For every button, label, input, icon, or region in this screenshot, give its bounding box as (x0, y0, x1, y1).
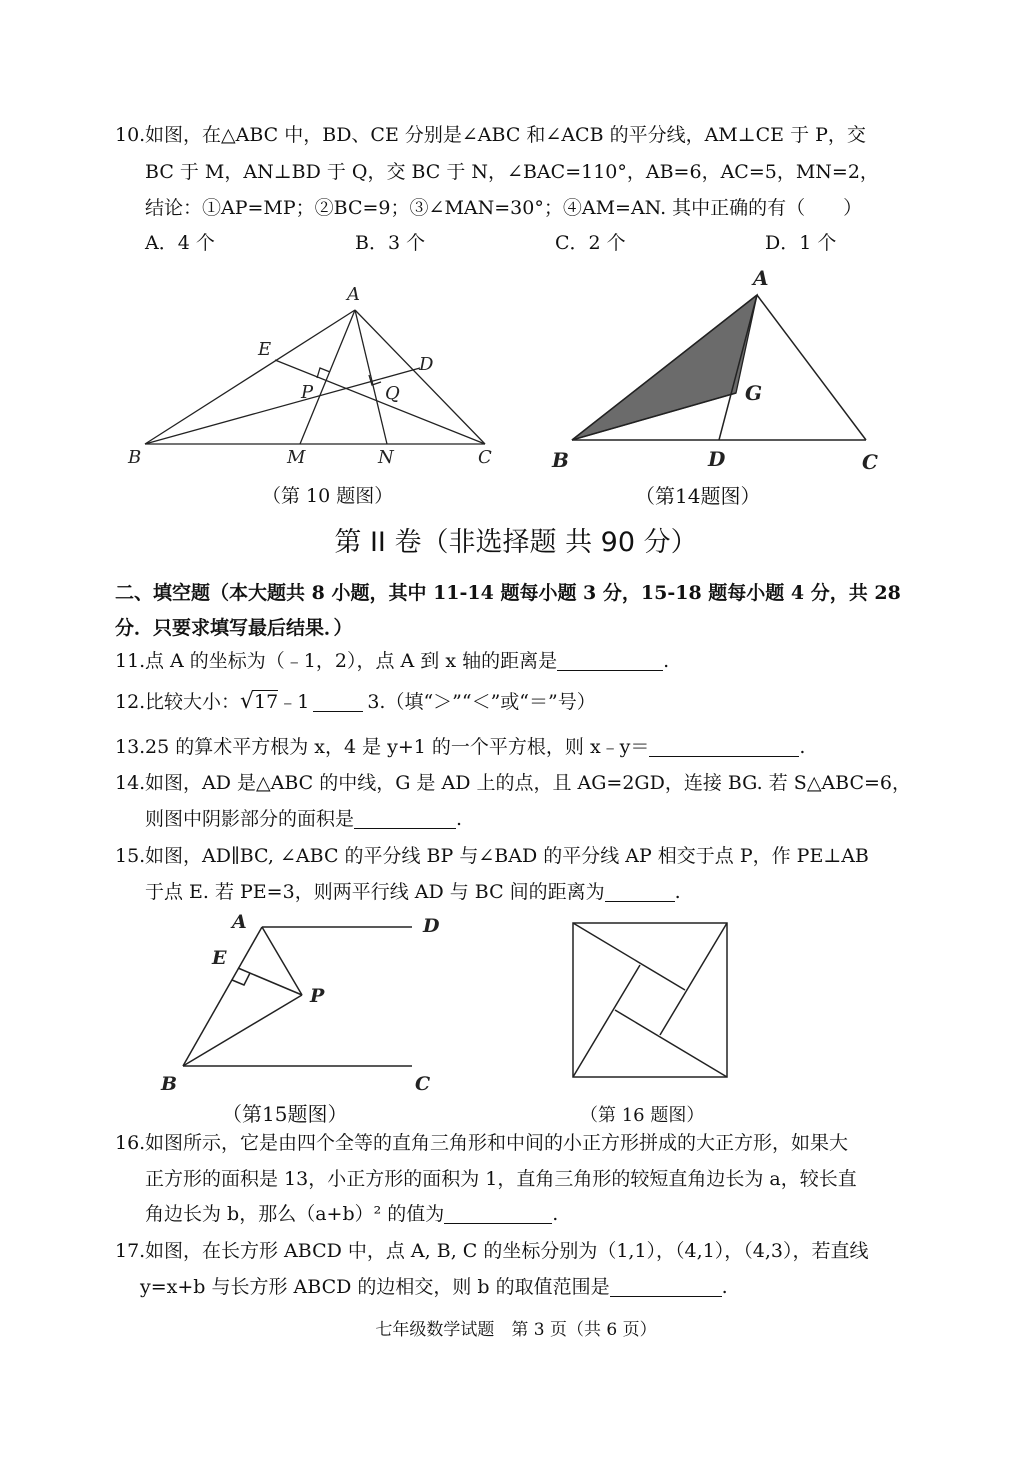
q13-end: . (799, 736, 806, 758)
q16-end: . (552, 1203, 559, 1225)
q17-number: 17. (115, 1240, 146, 1262)
fig15-label-e: E (212, 947, 227, 969)
fig14-caption: （第14题图） (635, 484, 761, 508)
q10-line2: BC 于 M，AN⊥BD 于 Q，交 BC 于 N，∠BAC=110°，AB=6，AC=5，MN=2， (145, 161, 879, 183)
q11-text: 点 A 的坐标为（﹣1，2），点 A 到 x 轴的距离是 (145, 650, 558, 672)
q14-answer-blank (354, 808, 456, 829)
section-title: 第 II 卷（非选择题 共 90 分） (334, 527, 698, 558)
fig15-label-p: P (310, 985, 325, 1007)
q10-line3: 结论：①AP=MP；②BC=9；③∠MAN=30°；④AM=AN. 其中正确的有（ ） (145, 197, 863, 219)
q11-line (145, 648, 669, 674)
fig10-label-n: N (378, 447, 394, 468)
q10-option-d: D．1 个 (765, 232, 837, 254)
q13-text: 25 的算术平方根为 x，4 是 y+1 的一个平方根，则 x﹣y＝ (145, 736, 650, 758)
fig14-label-d: D (708, 447, 726, 471)
q10-number: 10. (115, 124, 146, 146)
fig16-caption: （第 16 题图） (580, 1105, 705, 1126)
q11-end: . (663, 650, 670, 672)
figure-14 (545, 262, 890, 477)
q13-answer-blank (649, 736, 799, 757)
q16-answer-blank (444, 1203, 552, 1224)
q15-answer-blank (605, 881, 675, 902)
fig15-label-d: D (423, 915, 440, 937)
section2-heading-line1: 二、填空题（本大题共 8 小题，其中 11-14 题每小题 3 分，15-18 题每小题 4 分，共 28 (115, 582, 901, 604)
figure-16 (568, 918, 733, 1083)
q15-text: 于点 E. 若 PE=3，则两平行线 AD 与 BC 间的距离为 (145, 881, 605, 903)
figure-10 (120, 280, 520, 475)
q10-option-a: A．4 个 (145, 232, 215, 254)
fig10-label-q: Q (385, 383, 400, 404)
q17-end: . (721, 1276, 728, 1298)
q11-answer-blank (557, 650, 663, 671)
q15-line1: 如图，AD∥BC, ∠ABC 的平分线 BP 与∠BAD 的平分线 AP 相交于点 P，作 PE⊥AB (145, 845, 869, 867)
q14-line2 (145, 806, 462, 832)
q12-radicand: 17 (254, 691, 279, 713)
q17-text: y=x+b 与长方形 ABCD 的边相交，则 b 的取值范围是 (140, 1276, 610, 1298)
q16-text: 角边长为 b，那么（a+b）² 的值为 (145, 1203, 445, 1225)
fig10-label-a: A (347, 284, 360, 305)
q15-end: . (674, 881, 681, 903)
page-footer: 七年级数学试题 第 3 页（共 6 页） (375, 1320, 657, 1340)
fig10-label-b: B (128, 447, 142, 468)
q17-answer-blank (610, 1276, 722, 1297)
fig10-label-c: C (478, 447, 492, 468)
q16-line3 (145, 1201, 558, 1227)
q10-option-b: B．3 个 (355, 232, 426, 254)
fig15-label-b: B (161, 1073, 178, 1095)
q12-post: 3.（填“＞”“＜”或“＝”号） (367, 691, 596, 713)
q15-line2 (145, 879, 681, 905)
q17-line2 (140, 1274, 728, 1300)
q13-number: 13. (115, 736, 146, 758)
sqrt-sign-icon: √ (240, 689, 255, 714)
fig14-label-a: A (753, 266, 769, 290)
q16-line2: 正方形的面积是 13，小正方形的面积为 1，直角三角形的较短直角边长为 a，较长直 (145, 1168, 857, 1190)
q14-number: 14. (115, 772, 146, 794)
q12-answer-blank (313, 691, 363, 712)
q12-pre: 比较大小： (145, 691, 241, 713)
q10-option-c: C．2 个 (555, 232, 626, 254)
fig15-caption: （第15题图） (222, 1102, 348, 1126)
q14-end: . (456, 808, 463, 830)
q11-number: 11. (115, 650, 146, 672)
q15-number: 15. (115, 845, 146, 867)
fig10-label-e: E (258, 339, 272, 360)
fig15-label-a: A (232, 911, 247, 933)
fig14-label-b: B (552, 448, 569, 472)
q12-number: 12. (115, 691, 146, 713)
q14-line1: 如图，AD 是△ABC 的中线，G 是 AD 上的点，且 AG=2GD，连接 BG. 若 S△ABC=6， (145, 772, 912, 794)
fig14-label-c: C (862, 450, 878, 474)
q16-line1: 如图所示，它是由四个全等的直角三角形和中间的小正方形拼成的大正方形，如果大 (145, 1132, 849, 1154)
q12-line (145, 689, 596, 715)
fig14-label-g: G (745, 381, 763, 405)
fig10-label-m: M (287, 447, 306, 468)
fig15-label-c: C (415, 1073, 431, 1095)
fig10-label-d: D (419, 354, 434, 375)
q10-line1: 如图，在△ABC 中，BD、CE 分别是∠ABC 和∠ACB 的平分线，AM⊥CE 于 P，交 (145, 124, 866, 146)
section2-heading-line2: 分．只要求填写最后结果．） (115, 617, 353, 639)
q17-line1: 如图，在长方形 ABCD 中，点 A, B, C 的坐标分别为（1,1），（4,1），（4,3），若直线 (145, 1240, 869, 1262)
q14-text: 则图中阴影部分的面积是 (145, 808, 355, 830)
q13-line (145, 734, 805, 760)
fig10-caption: （第 10 题图） (262, 485, 394, 507)
q16-number: 16. (115, 1132, 146, 1154)
q12-mid: ﹣1 (278, 691, 310, 713)
figure-15 (150, 905, 460, 1100)
fig10-label-p: P (301, 382, 314, 403)
